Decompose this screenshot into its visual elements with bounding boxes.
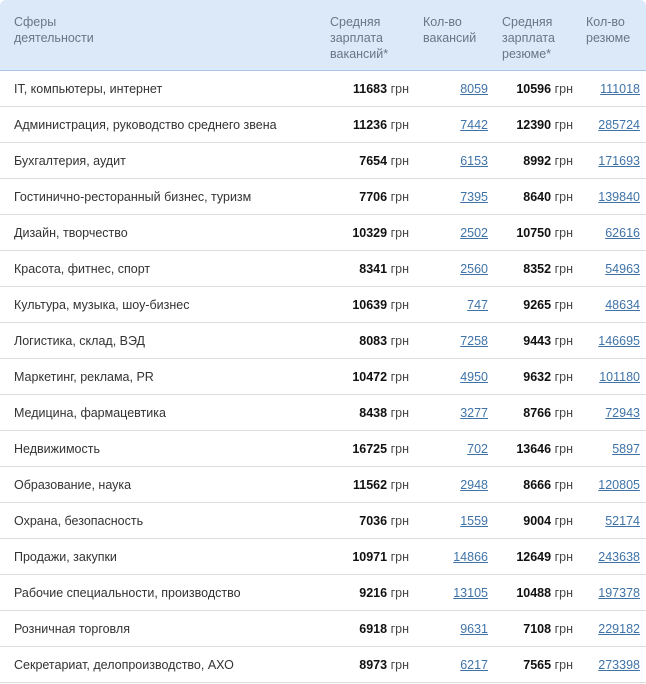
currency-label: грн bbox=[554, 621, 573, 636]
vacancy-count-cell bbox=[409, 395, 488, 431]
vacancy-salary-cell bbox=[330, 539, 409, 575]
resume-salary-cell bbox=[488, 611, 573, 647]
row-spacer bbox=[640, 287, 646, 323]
vacancy-count-link[interactable]: 14866 bbox=[453, 549, 488, 564]
vacancy-salary-value: 8438 bbox=[359, 405, 388, 420]
sphere-name bbox=[0, 575, 330, 611]
vacancy-count-link[interactable]: 702 bbox=[467, 441, 488, 456]
currency-label: грн bbox=[554, 513, 573, 528]
vacancy-salary-value: 10639 bbox=[352, 297, 388, 312]
resume-salary-value: 9632 bbox=[523, 369, 552, 384]
table-row bbox=[0, 647, 646, 683]
table-row bbox=[0, 215, 646, 251]
vacancy-salary-cell bbox=[330, 287, 409, 323]
resume-count-link[interactable]: 229182 bbox=[598, 621, 640, 636]
sphere-name bbox=[0, 611, 330, 647]
vacancy-salary-value: 9216 bbox=[359, 585, 388, 600]
vacancy-count-cell bbox=[409, 359, 488, 395]
resume-salary-cell bbox=[488, 251, 573, 287]
resume-salary-cell bbox=[488, 215, 573, 251]
vacancy-salary-value: 11236 bbox=[353, 117, 388, 132]
sphere-name bbox=[0, 251, 330, 287]
header-line: зарплата bbox=[502, 31, 555, 45]
table-row bbox=[0, 395, 646, 431]
sphere-label: Администрация, руководство среднего звена bbox=[14, 117, 277, 132]
vacancy-salary-value: 7706 bbox=[359, 189, 388, 204]
vacancy-count-link[interactable]: 2948 bbox=[460, 477, 488, 492]
table-row bbox=[0, 179, 646, 215]
currency-label: грн bbox=[554, 585, 573, 600]
currency-label: грн bbox=[554, 657, 573, 672]
resume-count-link[interactable]: 197378 bbox=[598, 585, 640, 600]
currency-label: грн bbox=[390, 333, 409, 348]
header-vacancy-count bbox=[409, 0, 488, 71]
resume-count-cell bbox=[573, 179, 640, 215]
currency-label: грн bbox=[554, 441, 573, 456]
table-row bbox=[0, 539, 646, 575]
resume-salary-value: 7108 bbox=[523, 621, 552, 636]
vacancy-count-cell bbox=[409, 251, 488, 287]
sphere-name bbox=[0, 539, 330, 575]
vacancy-count-link[interactable]: 6153 bbox=[460, 153, 488, 168]
vacancy-count-cell bbox=[409, 503, 488, 539]
resume-salary-cell bbox=[488, 467, 573, 503]
vacancy-count-link[interactable]: 2560 bbox=[460, 261, 488, 276]
table-row bbox=[0, 575, 646, 611]
table-row bbox=[0, 323, 646, 359]
vacancy-salary-cell bbox=[330, 395, 409, 431]
vacancy-salary-value: 8083 bbox=[359, 333, 388, 348]
table-row bbox=[0, 143, 646, 179]
sphere-name bbox=[0, 359, 330, 395]
header-line: Кол-во bbox=[423, 15, 462, 29]
vacancy-count-link[interactable]: 7395 bbox=[460, 189, 488, 204]
sphere-label: Медицина, фармацевтика bbox=[14, 405, 166, 420]
row-spacer bbox=[640, 323, 646, 359]
resume-count-link[interactable]: 111018 bbox=[600, 81, 640, 96]
sphere-label: Красота, фитнес, спорт bbox=[14, 261, 151, 276]
currency-label: грн bbox=[554, 369, 573, 384]
sphere-name bbox=[0, 107, 330, 143]
vacancy-count-link[interactable]: 9631 bbox=[460, 621, 488, 636]
resume-salary-value: 12390 bbox=[516, 117, 552, 132]
resume-count-link[interactable]: 54963 bbox=[605, 261, 640, 276]
currency-label: грн bbox=[554, 225, 573, 240]
table-row bbox=[0, 287, 646, 323]
resume-count-cell bbox=[573, 323, 640, 359]
vacancy-salary-value: 8341 bbox=[359, 261, 388, 276]
row-spacer bbox=[640, 107, 646, 143]
currency-label: грн bbox=[390, 621, 409, 636]
resume-salary-value: 8666 bbox=[523, 477, 552, 492]
vacancy-salary-cell bbox=[330, 179, 409, 215]
vacancy-salary-value: 11683 bbox=[353, 81, 388, 96]
sphere-label: Логистика, склад, ВЭД bbox=[14, 333, 146, 348]
resume-salary-value: 10750 bbox=[516, 225, 552, 240]
resume-salary-cell bbox=[488, 359, 573, 395]
vacancy-count-cell bbox=[409, 215, 488, 251]
vacancy-count-cell bbox=[409, 539, 488, 575]
header-line: зарплата bbox=[330, 31, 383, 45]
currency-label: грн bbox=[390, 117, 409, 132]
vacancy-count-cell bbox=[409, 647, 488, 683]
resume-salary-cell bbox=[488, 71, 573, 107]
resume-count-link[interactable]: 72943 bbox=[605, 405, 640, 420]
currency-label: грн bbox=[390, 189, 409, 204]
table-row bbox=[0, 503, 646, 539]
currency-label: грн bbox=[390, 549, 409, 564]
resume-salary-cell bbox=[488, 539, 573, 575]
row-spacer bbox=[640, 143, 646, 179]
row-spacer bbox=[640, 575, 646, 611]
header-line: Кол-во bbox=[586, 15, 625, 29]
currency-label: грн bbox=[554, 81, 573, 96]
vacancy-salary-value: 11562 bbox=[353, 477, 388, 492]
resume-salary-cell bbox=[488, 323, 573, 359]
currency-label: грн bbox=[390, 513, 409, 528]
table-row bbox=[0, 611, 646, 647]
resume-count-cell bbox=[573, 143, 640, 179]
sphere-name bbox=[0, 71, 330, 107]
resume-count-link[interactable]: 243638 bbox=[598, 549, 640, 564]
row-spacer bbox=[640, 71, 646, 107]
resume-count-link[interactable]: 171693 bbox=[598, 153, 640, 168]
sphere-name bbox=[0, 215, 330, 251]
vacancy-count-link[interactable]: 747 bbox=[467, 297, 488, 312]
vacancy-salary-cell bbox=[330, 143, 409, 179]
resume-salary-value: 8766 bbox=[523, 405, 552, 420]
vacancy-salary-value: 6918 bbox=[359, 621, 388, 636]
header-line: резюме* bbox=[502, 47, 552, 61]
row-spacer bbox=[640, 179, 646, 215]
resume-salary-value: 8640 bbox=[523, 189, 552, 204]
vacancy-salary-cell bbox=[330, 467, 409, 503]
header-line: вакансий bbox=[423, 31, 477, 45]
resume-salary-value: 10488 bbox=[516, 585, 552, 600]
row-spacer bbox=[640, 503, 646, 539]
currency-label: грн bbox=[390, 405, 409, 420]
resume-salary-cell bbox=[488, 431, 573, 467]
resume-count-cell bbox=[573, 575, 640, 611]
row-spacer bbox=[640, 611, 646, 647]
vacancy-count-cell bbox=[409, 287, 488, 323]
vacancy-count-cell bbox=[409, 611, 488, 647]
vacancy-count-cell bbox=[409, 71, 488, 107]
currency-label: грн bbox=[554, 189, 573, 204]
vacancy-count-cell bbox=[409, 179, 488, 215]
resume-salary-cell bbox=[488, 503, 573, 539]
currency-label: грн bbox=[390, 441, 409, 456]
currency-label: грн bbox=[390, 657, 409, 672]
resume-salary-cell bbox=[488, 575, 573, 611]
resume-count-cell bbox=[573, 539, 640, 575]
vacancy-salary-cell bbox=[330, 503, 409, 539]
sphere-name bbox=[0, 323, 330, 359]
resume-count-link[interactable]: 146695 bbox=[598, 333, 640, 348]
table-row bbox=[0, 251, 646, 287]
sphere-name bbox=[0, 179, 330, 215]
vacancy-count-link[interactable]: 7442 bbox=[460, 117, 488, 132]
resume-count-cell bbox=[573, 395, 640, 431]
table-body bbox=[0, 71, 646, 683]
currency-label: грн bbox=[390, 261, 409, 276]
resume-salary-cell bbox=[488, 179, 573, 215]
vacancy-salary-value: 10329 bbox=[352, 225, 388, 240]
sphere-name bbox=[0, 431, 330, 467]
currency-label: грн bbox=[390, 477, 409, 492]
currency-label: грн bbox=[554, 549, 573, 564]
table-row bbox=[0, 71, 646, 107]
vacancy-salary-cell bbox=[330, 215, 409, 251]
sphere-name bbox=[0, 287, 330, 323]
vacancy-salary-value: 8973 bbox=[359, 657, 388, 672]
sphere-label: Секретариат, делопроизводство, АХО bbox=[14, 657, 234, 672]
vacancy-count-cell bbox=[409, 323, 488, 359]
header-vacancy-salary bbox=[330, 0, 409, 71]
row-spacer bbox=[640, 647, 646, 683]
vacancy-salary-value: 7654 bbox=[359, 153, 388, 168]
currency-label: грн bbox=[554, 297, 573, 312]
vacancy-salary-cell bbox=[330, 251, 409, 287]
row-spacer bbox=[640, 251, 646, 287]
vacancy-salary-cell bbox=[330, 71, 409, 107]
sphere-label: Образование, наука bbox=[14, 477, 132, 492]
sphere-name bbox=[0, 143, 330, 179]
row-spacer bbox=[640, 467, 646, 503]
sphere-label: Гостинично-ресторанный бизнес, туризм bbox=[14, 189, 252, 204]
currency-label: грн bbox=[390, 225, 409, 240]
vacancy-salary-cell bbox=[330, 575, 409, 611]
header-line: резюме bbox=[586, 31, 631, 45]
sphere-label: Дизайн, творчество bbox=[14, 225, 128, 240]
resume-salary-value: 8352 bbox=[523, 261, 552, 276]
sphere-label: Продажи, закупки bbox=[14, 549, 117, 564]
header-line: деятельности bbox=[14, 31, 94, 45]
resume-salary-cell bbox=[488, 107, 573, 143]
resume-salary-value: 9265 bbox=[523, 297, 552, 312]
vacancy-count-cell bbox=[409, 431, 488, 467]
resume-count-cell bbox=[573, 467, 640, 503]
sphere-label: Рабочие специальности, производство bbox=[14, 585, 241, 600]
resume-count-link[interactable]: 273398 bbox=[598, 657, 640, 672]
resume-count-cell bbox=[573, 359, 640, 395]
currency-label: грн bbox=[390, 369, 409, 384]
vacancy-salary-cell bbox=[330, 323, 409, 359]
sphere-label: Охрана, безопасность bbox=[14, 513, 144, 528]
resume-count-link[interactable]: 139840 bbox=[598, 189, 640, 204]
sphere-label: Культура, музыка, шоу-бизнес bbox=[14, 297, 190, 312]
resume-count-link[interactable]: 5897 bbox=[612, 441, 640, 456]
header-line: Сферы bbox=[14, 15, 57, 29]
header-line: вакансий* bbox=[330, 47, 389, 61]
resume-count-link[interactable]: 285724 bbox=[598, 117, 640, 132]
currency-label: грн bbox=[554, 477, 573, 492]
resume-count-cell bbox=[573, 503, 640, 539]
vacancy-count-link[interactable]: 7258 bbox=[460, 333, 488, 348]
resume-count-link[interactable]: 101180 bbox=[599, 369, 640, 384]
currency-label: грн bbox=[390, 81, 409, 96]
vacancy-salary-value: 10472 bbox=[352, 369, 388, 384]
vacancy-count-link[interactable]: 1559 bbox=[460, 513, 488, 528]
row-spacer bbox=[640, 539, 646, 575]
sphere-label: Маркетинг, реклама, PR bbox=[14, 369, 154, 384]
resume-count-cell bbox=[573, 71, 640, 107]
table-row bbox=[0, 359, 646, 395]
vacancy-count-link[interactable]: 2502 bbox=[460, 225, 488, 240]
resume-salary-value: 7565 bbox=[523, 657, 552, 672]
vacancy-count-link[interactable]: 4950 bbox=[460, 369, 488, 384]
vacancy-count-cell bbox=[409, 143, 488, 179]
currency-label: грн bbox=[554, 117, 573, 132]
table-header-row bbox=[0, 0, 646, 71]
resume-salary-cell bbox=[488, 395, 573, 431]
currency-label: грн bbox=[554, 261, 573, 276]
header-spacer bbox=[640, 0, 646, 71]
resume-count-cell bbox=[573, 107, 640, 143]
vacancy-salary-cell bbox=[330, 359, 409, 395]
vacancy-count-link[interactable]: 3277 bbox=[460, 405, 488, 420]
resume-count-link[interactable]: 48634 bbox=[605, 297, 640, 312]
row-spacer bbox=[640, 359, 646, 395]
resume-salary-cell bbox=[488, 143, 573, 179]
table-row bbox=[0, 431, 646, 467]
sphere-name bbox=[0, 467, 330, 503]
sphere-label: Бухгалтерия, аудит bbox=[14, 153, 126, 168]
sphere-label: Розничная торговля bbox=[14, 621, 130, 636]
vacancy-count-link[interactable]: 13105 bbox=[453, 585, 488, 600]
header-resume-salary bbox=[488, 0, 573, 71]
resume-salary-value: 10596 bbox=[516, 81, 552, 96]
vacancy-count-cell bbox=[409, 467, 488, 503]
resume-salary-cell bbox=[488, 287, 573, 323]
resume-count-cell bbox=[573, 215, 640, 251]
resume-salary-value: 9004 bbox=[523, 513, 552, 528]
resume-salary-value: 12649 bbox=[516, 549, 552, 564]
resume-count-cell bbox=[573, 647, 640, 683]
table-row bbox=[0, 107, 646, 143]
currency-label: грн bbox=[554, 333, 573, 348]
header-sphere bbox=[0, 0, 330, 71]
sphere-name bbox=[0, 503, 330, 539]
row-spacer bbox=[640, 395, 646, 431]
row-spacer bbox=[640, 215, 646, 251]
row-spacer bbox=[640, 431, 646, 467]
vacancy-count-link[interactable]: 8059 bbox=[460, 81, 488, 96]
resume-count-cell bbox=[573, 431, 640, 467]
sphere-name bbox=[0, 395, 330, 431]
header-resume-count bbox=[573, 0, 640, 71]
resume-count-cell bbox=[573, 251, 640, 287]
sphere-label: IT, компьютеры, интернет bbox=[14, 81, 163, 96]
resume-count-cell bbox=[573, 287, 640, 323]
currency-label: грн bbox=[390, 585, 409, 600]
vacancy-count-cell bbox=[409, 575, 488, 611]
vacancy-salary-cell bbox=[330, 611, 409, 647]
vacancy-salary-value: 10971 bbox=[352, 549, 388, 564]
resume-count-link[interactable]: 120805 bbox=[598, 477, 640, 492]
currency-label: грн bbox=[554, 153, 573, 168]
currency-label: грн bbox=[390, 297, 409, 312]
vacancy-count-cell bbox=[409, 107, 488, 143]
resume-count-link[interactable]: 52174 bbox=[605, 513, 640, 528]
sphere-name bbox=[0, 647, 330, 683]
resume-salary-value: 9443 bbox=[523, 333, 552, 348]
resume-salary-cell bbox=[488, 647, 573, 683]
vacancy-salary-value: 16725 bbox=[352, 441, 388, 456]
currency-label: грн bbox=[390, 153, 409, 168]
vacancy-salary-value: 7036 bbox=[359, 513, 388, 528]
vacancy-salary-cell bbox=[330, 107, 409, 143]
header-line: Средняя bbox=[502, 15, 553, 29]
vacancy-count-link[interactable]: 6217 bbox=[460, 657, 488, 672]
resume-count-cell bbox=[573, 611, 640, 647]
vacancy-salary-cell bbox=[330, 647, 409, 683]
sphere-label: Недвижимость bbox=[14, 441, 100, 456]
table-row bbox=[0, 467, 646, 503]
resume-salary-value: 13646 bbox=[516, 441, 552, 456]
resume-count-link[interactable]: 62616 bbox=[605, 225, 640, 240]
vacancy-salary-cell bbox=[330, 431, 409, 467]
header-line: Средняя bbox=[330, 15, 381, 29]
resume-salary-value: 8992 bbox=[523, 153, 552, 168]
currency-label: грн bbox=[554, 405, 573, 420]
